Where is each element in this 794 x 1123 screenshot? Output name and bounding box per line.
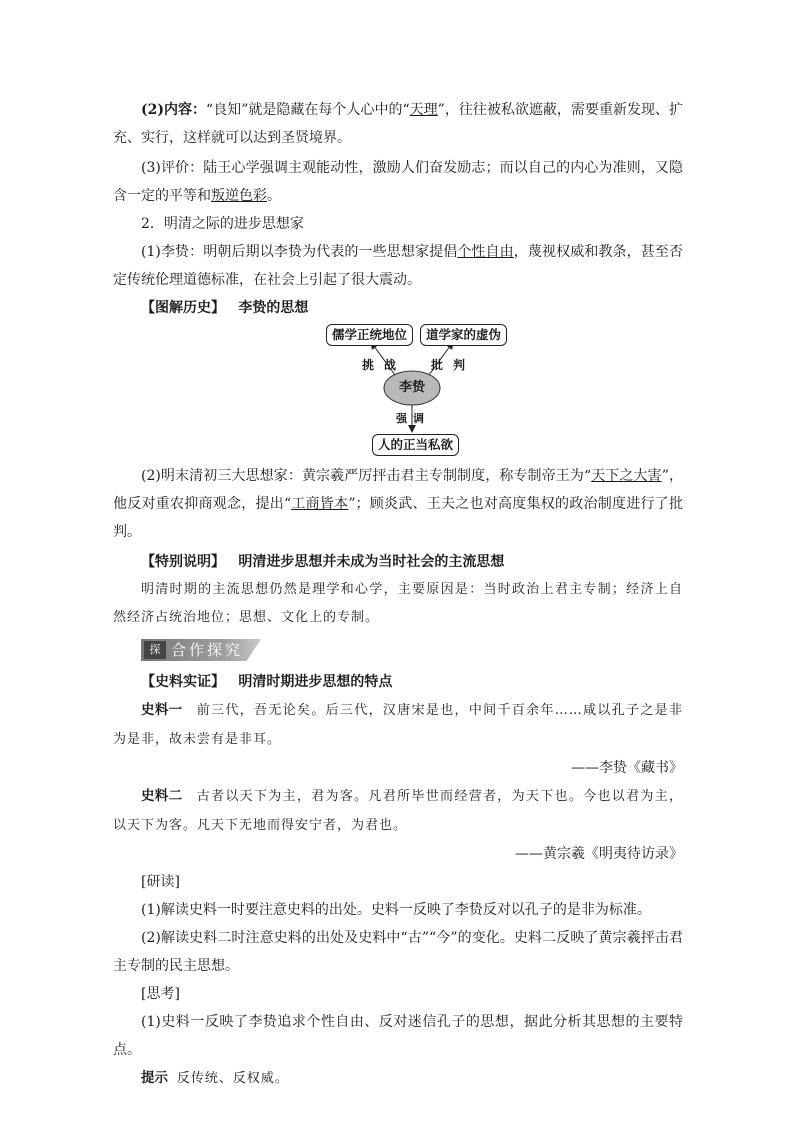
source-1-citation: ——李贽《藏书》 [571, 760, 683, 776]
sikao-question-1: (1)史料一反映了李贽追求个性自由、反对迷信孔子的思想，据此分析其思想的主要特点。 [113, 1014, 683, 1058]
box-daoxue-hypocrisy: 道学家的虚伪 [420, 324, 507, 346]
keyword-gongshang: 工商皆本 [291, 496, 349, 512]
source-2-label: 史料二 [141, 788, 183, 804]
special-note-body: 明清时期的主流思想仍然是理学和心学，主要原因是：当时政治上君主专制；经济上自然经济占统治地位；思想、文化上的专制。 [113, 582, 683, 625]
special-note-heading: 【特别说明】 明清进步思想并未成为当时社会的主流思想 [141, 554, 505, 570]
shiliao-heading: 【史料实证】 明清时期进步思想的特点 [141, 674, 393, 690]
yandu-point-1: (1)解读史料一时要注意史料的出处。史料一反映了李贽反对以孔子的是非为标准。 [141, 902, 651, 918]
box-private-desire: 人的正当私欲 [372, 434, 459, 456]
keyword-dahai: 天下之大害 [591, 468, 662, 484]
paragraph-three-thinkers: (2)明末清初三大思想家：黄宗羲严厉抨击君主专制制度，称专制帝王为“天下之大害”，他反对重农抑商观念，提出“工商皆本”；顾炎武、王夫之也对高度集权的政治制度进行了批判。 [113, 468, 684, 540]
label-emphasize: 强调 [396, 412, 430, 425]
yandu-point-2: (2)解读史料二时注意史料的出处及史料中“古”“今”的变化。史料二反映了黄宗羲抨击君主专制的民主思想。 [113, 930, 683, 974]
source-1-label: 史料一 [141, 702, 183, 718]
source-2 [113, 782, 683, 840]
hint-text: 反传统、反权威。 [176, 1071, 289, 1086]
source-2-citation: ——黄宗羲《明夷待访录》 [515, 846, 683, 862]
source-1 [113, 696, 683, 754]
label-content: (2)内容： [141, 102, 207, 118]
yandu-tag: [研读] [141, 874, 180, 890]
hint-label: 提示 [141, 1070, 168, 1086]
keyword-gexing: 个性自由 [457, 244, 514, 260]
section-banner [141, 638, 261, 664]
keyword-tianli: 天理 [409, 102, 438, 118]
sikao-tag: [思考] [141, 986, 180, 1002]
source-2-body: 古者以天下为主，君为客。凡君所毕世而经营者，为天下也。今也以君为主，以天下为客。凡天下无地而得安宁者，为君也。 [113, 789, 683, 833]
label-challenge: 挑战 [362, 358, 407, 372]
source-1-body: 前三代，吾无论矣。后三代，汉唐宋是也，中间千百余年……咸以孔子之是非为是非，故未尝有是非耳。 [113, 703, 683, 747]
paragraph-content: (2)内容：“良知”就是隐藏在每个人心中的“天理”，往往被私欲遮蔽，需要重新发现、扩充、实行，这样就可以达到圣贤境界。 [113, 102, 683, 146]
document-page [113, 96, 683, 1093]
keyword-panni: 叛逆色彩 [211, 188, 267, 204]
paragraph-evaluation: (3)评价：陆王心学强调主观能动性，激励人们奋发励志；而以自己的内心为准则，又隐含一定的平等和叛逆色彩。 [113, 160, 683, 204]
section-heading-2: 2．明清之际的进步思想家 [141, 216, 304, 232]
box-confucian-orthodoxy: 儒学正统地位 [326, 324, 413, 346]
label-criticize: 批判 [431, 358, 476, 372]
sikao-hint [113, 1064, 683, 1093]
center-lizhi: 李贽 [398, 380, 425, 395]
paragraph-lizhi: (1)李贽：明朝后期以李贽为代表的一些思想家提倡个性自由，蔑视权威和教条，甚至否定传统伦理道德标准，在社会上引起了很大震动。 [113, 244, 684, 288]
explore-icon: 探 [144, 641, 166, 659]
lizhi-thought-diagram [113, 322, 683, 462]
tujie-heading: 【图解历史】 李贽的思想 [141, 300, 309, 316]
banner-title: 合作探究 [171, 641, 244, 659]
